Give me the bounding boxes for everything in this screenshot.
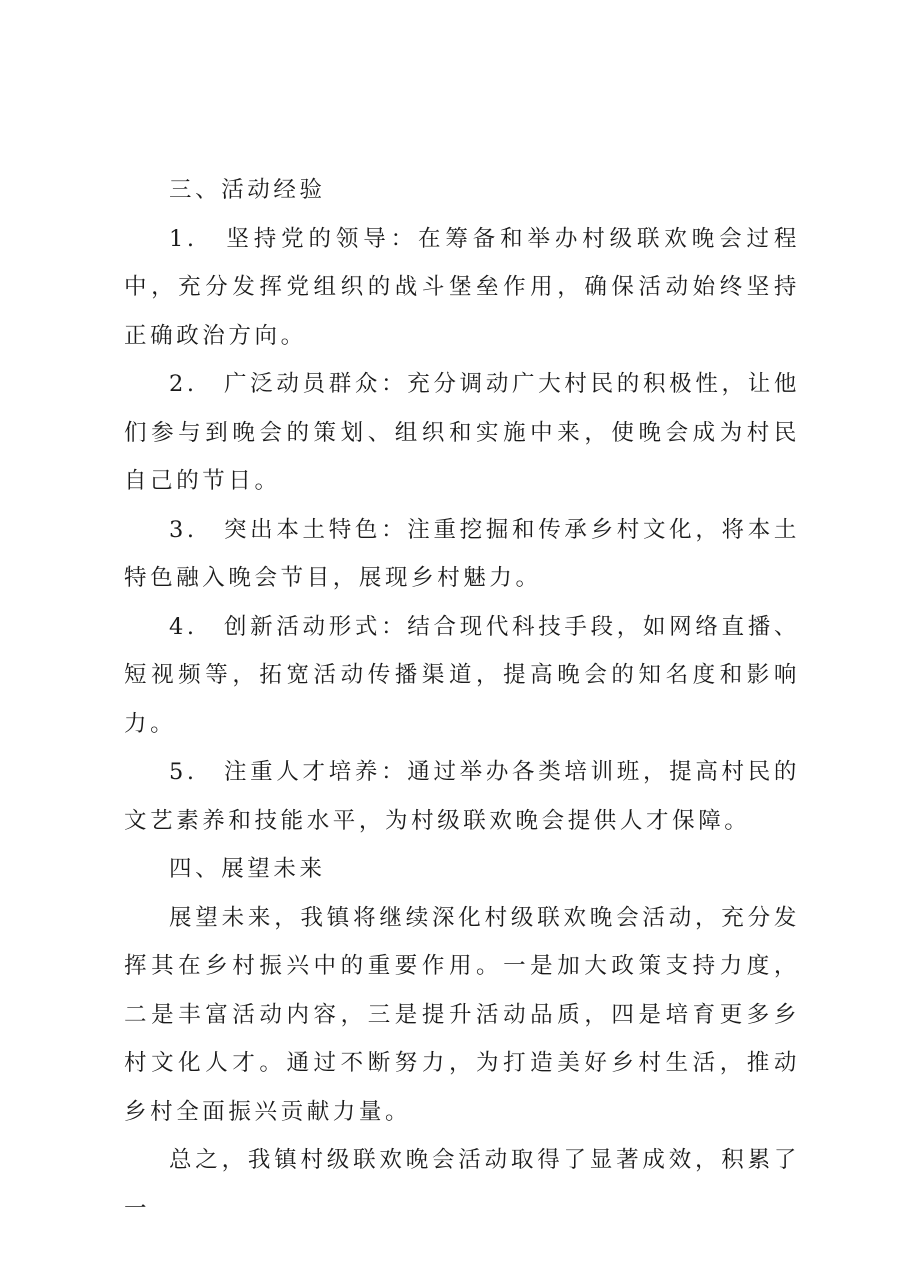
experience-item-3: 3. 突出本土特色：注重挖掘和传承乡村文化，将本土特色融入晚会节目，展现乡村魅力。 — [124, 516, 800, 591]
experience-item-5: 5. 注重人才培养：通过举办各类培训班，提高村民的文艺素养和技能水平，为村级联欢晚会提供人才保障。 — [124, 759, 800, 834]
experience-item-4: 4. 创新活动形式：结合现代科技手段，如网络直播、短视频等，拓宽活动传播渠道，提高晚会的知名度和影响力。 — [124, 613, 800, 737]
experience-item-1: 1. 坚持党的领导：在筹备和举办村级联欢晚会过程中，充分发挥党组织的战斗堡垒作用，确保活动始终坚持正确政治方向。 — [124, 225, 800, 349]
conclusion-paragraph: 总之，我镇村级联欢晚会活动取得了显著成效，积累了一 — [124, 1147, 800, 1222]
experience-item-2: 2. 广泛动员群众：充分调动广大村民的积极性，让他们参与到晚会的策划、组织和实施中来，使晚会成为村民自己的节日。 — [124, 371, 800, 494]
section-heading-experience: 三、活动经验 — [169, 177, 326, 203]
outlook-paragraph: 展望未来，我镇将继续深化村级联欢晚会活动，充分发挥其在乡村振兴中的重要作用。一是加大政策支持力度，二是丰富活动内容，三是提升活动品质，四是培育更多乡村文化人才。通过不断努力，为打造美好乡村生活，推动乡村全面振兴贡献力量。 — [124, 904, 800, 1125]
section-heading-outlook: 四、展望未来 — [169, 856, 326, 882]
document-body — [124, 166, 800, 1233]
